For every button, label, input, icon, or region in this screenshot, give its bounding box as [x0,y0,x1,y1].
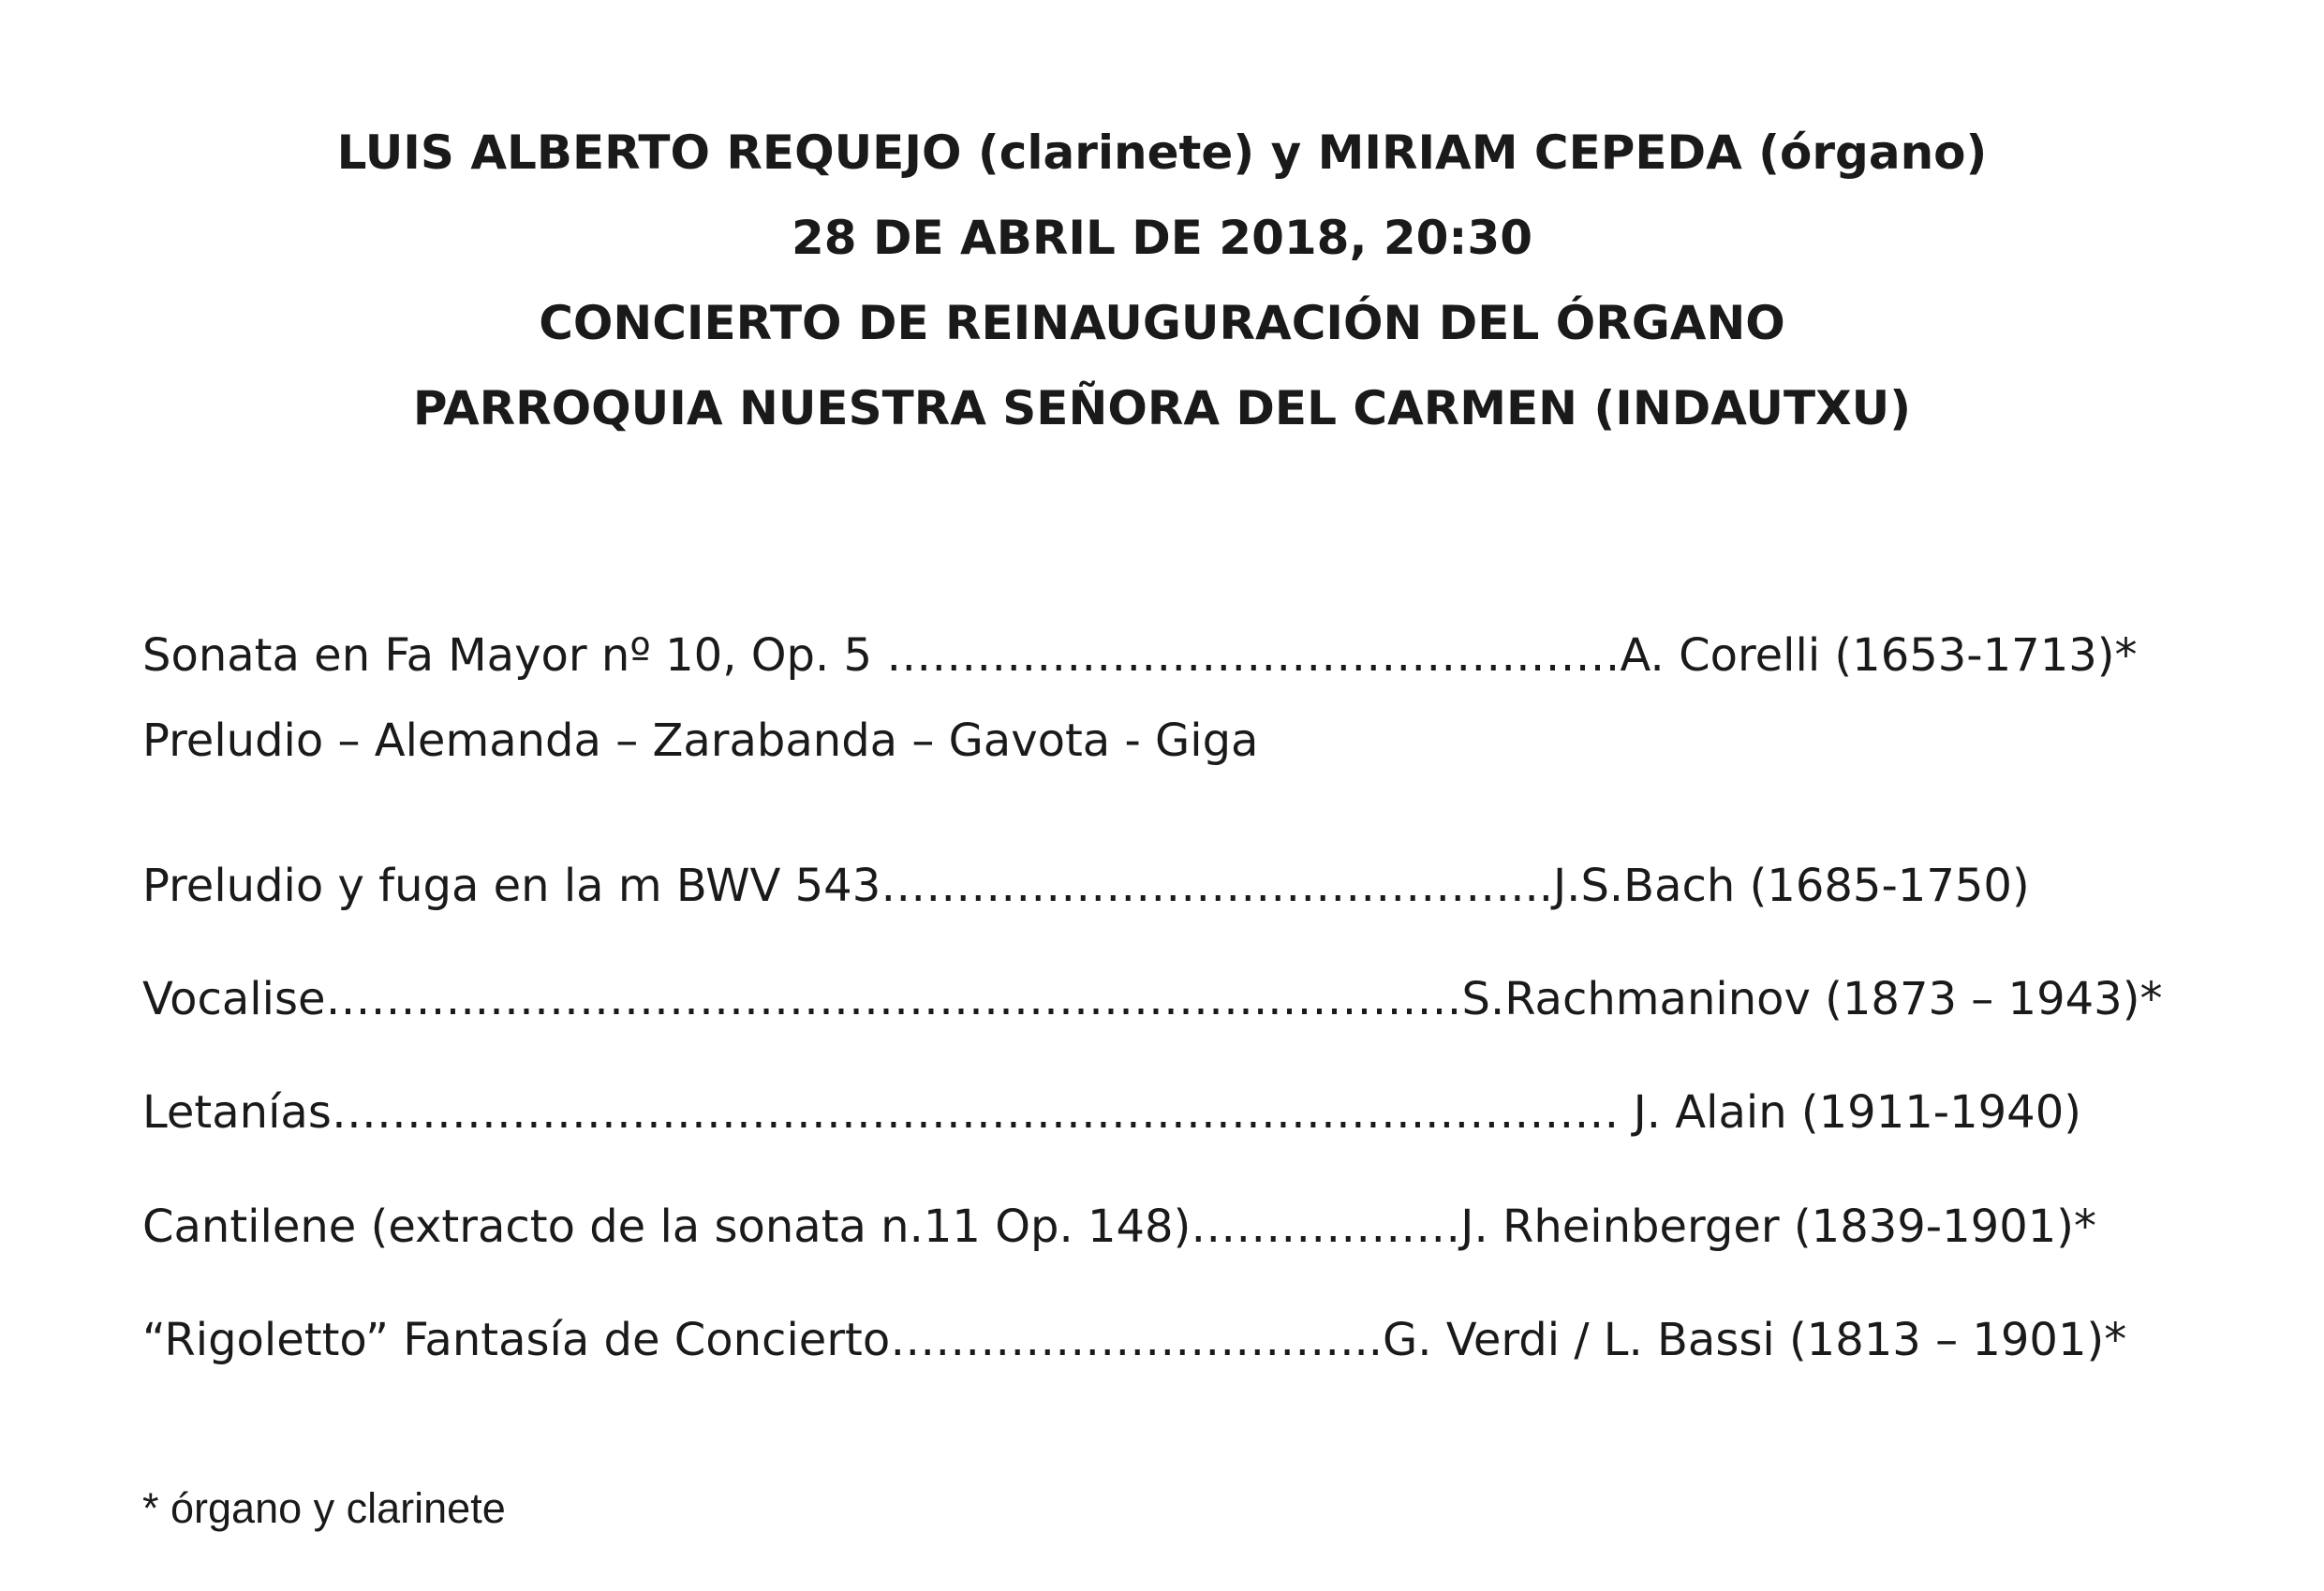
concert-date: 28 DE ABRIL DE 2018, 20:30 [791,211,1532,265]
performers-title: LUIS ALBERTO REQUEJO (clarinete) y MIRIAM CEPEDA (órgano) [336,125,1988,180]
concert-venue: PARROQUIA NUESTRA SEÑORA DEL CARMEN (INDAUTXU) [412,381,1912,435]
concert-name: CONCIERTO DE REINAUGURACIÓN DEL ÓRGANO [539,296,1785,350]
program-item-rachmaninov: Vocalise………..……………………………………………..…………S.Rachmaninov (1873 – 1943)* [142,973,2163,1025]
program-item-alain: Letanías………………………………………………………………..………… J. Alain (1911-1940) [142,1086,2081,1139]
program-item-corelli: Sonata en Fa Mayor nº 10, Op. 5 …………………………………….……A. Corelli (1653-1713)* [142,629,2138,682]
program-movements-corelli: Preludio – Alemanda – Zarabanda – Gavota - Giga [142,714,1259,767]
concert-header [0,110,2324,451]
program-item-rheinberger: Cantilene (extracto de la sonata n.11 Op. 148)………………J. Rheinberger (1839-1901)* [142,1201,2097,1253]
program-item-bach: Preludio y fuga en la m BWV 543……………………………………...J.S.Bach (1685-1750) [142,860,2030,912]
footnote: * órgano y clarinete [142,1484,506,1532]
program-item-verdi-bassi: “Rigoletto” Fantasía de Concierto…………………………...G. Verdi / L. Bassi (1813 – 1901)* [142,1314,2127,1366]
